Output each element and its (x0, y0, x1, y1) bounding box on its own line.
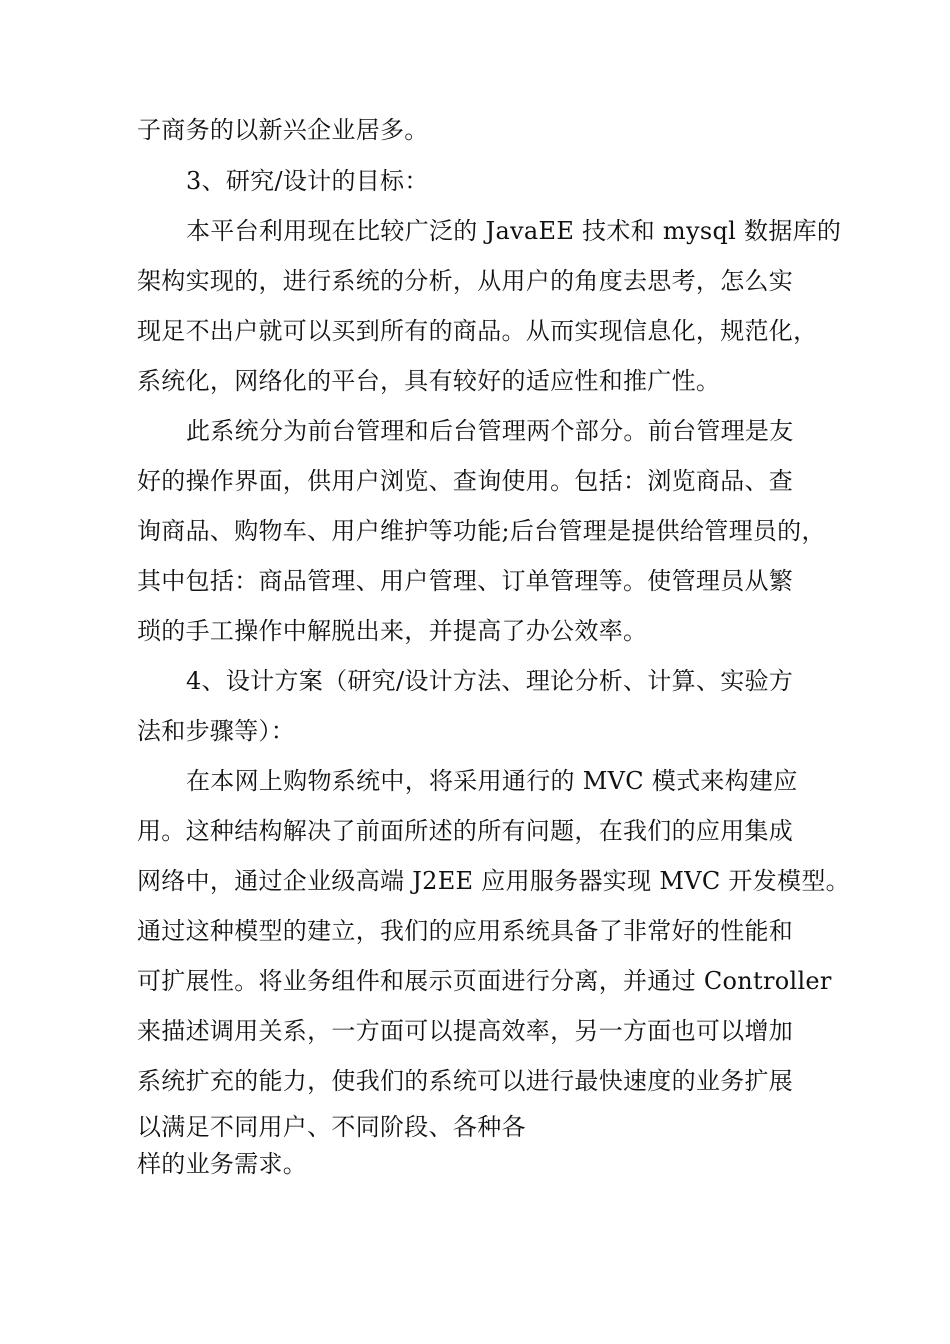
text-line: 架构实现的，进行系统的分析，从用户的角度去思考，怎么实 (137, 267, 794, 295)
section-heading-4: 4、设计方案（研究/设计方法、理论分析、计算、实验方 (186, 667, 794, 695)
text-line: 询商品、购物车、用户维护等功能;后台管理是提供给管理员的， (137, 517, 826, 545)
text-line: 可扩展性。将业务组件和展示页面进行分离，并通过 Controller (137, 967, 832, 995)
text-line: 系统扩充的能力，使我们的系统可以进行最快速度的业务扩展 (137, 1067, 794, 1095)
text-line: 本平台利用现在比较广泛的 JavaEE 技术和 mysql 数据库的 (186, 217, 842, 245)
text-line: 好的操作界面，供用户浏览、查询使用。包括：浏览商品、查 (137, 467, 794, 495)
text-line: 用。这种结构解决了前面所述的所有问题，在我们的应用集成 (137, 817, 794, 845)
text-line: 此系统分为前台管理和后台管理两个部分。前台管理是友 (186, 417, 794, 445)
text-line: 琐的手工操作中解脱出来，并提高了办公效率。 (137, 617, 648, 645)
section-heading-3: 3、研究/设计的目标： (186, 167, 429, 195)
text-line: 来描述调用关系，一方面可以提高效率，另一方面也可以增加 (137, 1017, 794, 1045)
text-line: 样的业务需求。 (137, 1150, 308, 1178)
text-line: 子商务的以新兴企业居多。 (137, 116, 429, 144)
text-line: 现足不出户就可以买到所有的商品。从而实现信息化，规范化， (137, 317, 818, 345)
text-line: 在本网上购物系统中，将采用通行的 MVC 模式来构建应 (186, 767, 798, 795)
text-line: 法和步骤等）： (137, 717, 296, 745)
text-line: 以满足不同用户、不同阶段、各种各 (137, 1113, 526, 1141)
text-line: 网络中，通过企业级高端 J2EE 应用服务器实现 MVC 开发模型。 (137, 867, 850, 895)
text-line: 其中包括：商品管理、用户管理、订单管理等。使管理员从繁 (137, 567, 794, 595)
text-line: 通过这种模型的建立，我们的应用系统具备了非常好的性能和 (137, 917, 794, 945)
text-line: 系统化，网络化的平台，具有较好的适应性和推广性。 (137, 367, 721, 395)
